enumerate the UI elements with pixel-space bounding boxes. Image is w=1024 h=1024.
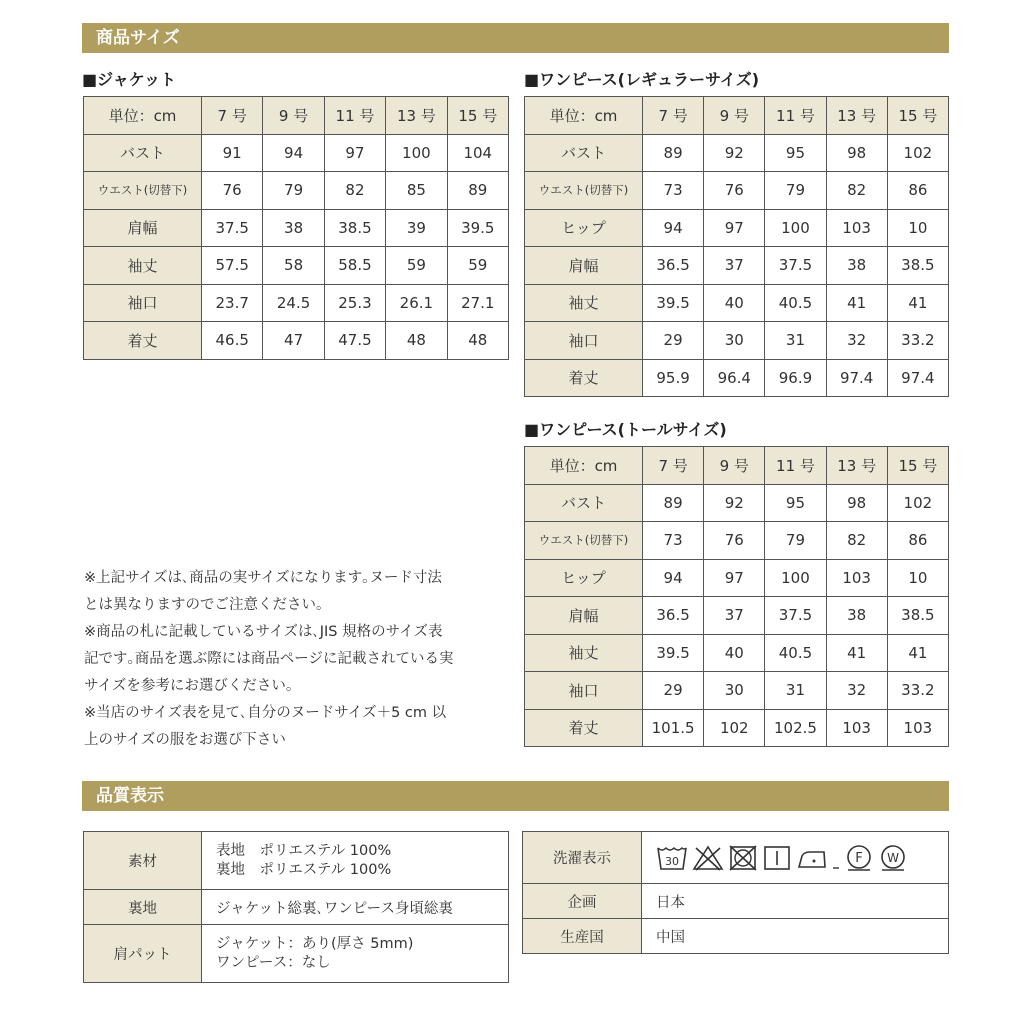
shoulder-pad-value	[202, 925, 509, 983]
table-cell: 73	[643, 172, 704, 210]
table-row	[525, 672, 949, 710]
table-cell: 29	[643, 322, 704, 360]
jacket-size-table	[83, 96, 509, 360]
table-cell: 97.4	[826, 359, 887, 397]
row-label: 袖口	[84, 284, 202, 322]
size-header: 15 号	[447, 97, 508, 135]
size-header: 7 号	[202, 97, 263, 135]
row-label: 肩幅	[525, 247, 643, 285]
table-cell: 26.1	[386, 284, 447, 322]
table-cell: 76	[704, 172, 765, 210]
table-cell: 100	[765, 209, 826, 247]
table-cell: 48	[447, 322, 508, 360]
row-label: バスト	[525, 134, 643, 172]
table-cell: 33.2	[887, 322, 948, 360]
table-row	[525, 634, 949, 672]
table-row	[525, 559, 949, 597]
table-cell: 103	[826, 559, 887, 597]
care-w-label: W	[887, 850, 899, 865]
table-cell: 40.5	[765, 284, 826, 322]
jacket-table-title: ■ジャケット	[82, 70, 176, 89]
table-cell: 39.5	[447, 209, 508, 247]
table-cell: 47	[263, 322, 324, 360]
table-header-row	[84, 97, 509, 135]
row-label: 袖丈	[525, 284, 643, 322]
table-cell: 37	[704, 247, 765, 285]
table-cell: 98	[826, 484, 887, 522]
shoulder-pad-jacket: ジャケット：あり(厚さ 5mm)	[216, 935, 414, 952]
table-cell: 59	[386, 247, 447, 285]
table-cell: 100	[386, 134, 447, 172]
table-cell: 32	[826, 672, 887, 710]
material-label: 素材	[84, 832, 202, 890]
table-cell: 41	[826, 284, 887, 322]
table-row	[525, 247, 949, 285]
iron-low-icon	[796, 844, 828, 872]
size-header: 9 号	[704, 97, 765, 135]
table-cell: 96.9	[765, 359, 826, 397]
table-cell: 31	[765, 322, 826, 360]
table-cell: 38	[826, 247, 887, 285]
table-cell: 10	[887, 209, 948, 247]
table-row	[84, 284, 509, 322]
lining-value: ジャケット総裏､ワンピース身頃総裏	[202, 890, 509, 925]
table-cell: 46.5	[202, 322, 263, 360]
note-line: サイズを参考にお選びください｡	[84, 678, 294, 694]
table-row	[525, 709, 949, 747]
row-label: 着丈	[525, 359, 643, 397]
table-row	[84, 322, 509, 360]
table-cell: 38	[263, 209, 324, 247]
plan-label: 企画	[523, 884, 642, 919]
table-cell: 38.5	[887, 597, 948, 635]
material-outer: 表地 ポリエステル 100%	[216, 842, 392, 859]
table-cell: 59	[447, 247, 508, 285]
size-header: 13 号	[826, 97, 887, 135]
size-header: 7 号	[643, 97, 704, 135]
table-cell: 82	[826, 172, 887, 210]
shoulder-pad-onepiece: ワンピース：なし	[216, 954, 331, 971]
wash-symbols	[642, 832, 949, 884]
table-cell: 30	[704, 322, 765, 360]
table-cell: 37	[704, 597, 765, 635]
material-value	[202, 832, 509, 890]
note-line: ※上記サイズは､商品の実サイズになります｡ヌード寸法	[84, 570, 442, 586]
unit-header: 単位：cm	[525, 447, 643, 485]
origin-value: 中国	[642, 919, 949, 954]
table-cell: 23.7	[202, 284, 263, 322]
table-row	[84, 134, 509, 172]
quality-material-table	[83, 831, 509, 983]
row-label: ウエスト(切替下)	[84, 172, 202, 210]
plan-row	[523, 884, 949, 919]
table-row	[525, 134, 949, 172]
row-label: ウエスト(切替下)	[525, 172, 643, 210]
table-row	[525, 359, 949, 397]
table-cell: 39.5	[643, 634, 704, 672]
table-cell: 37.5	[765, 247, 826, 285]
size-header: 13 号	[386, 97, 447, 135]
table-cell: 102	[704, 709, 765, 747]
table-cell: 97.4	[887, 359, 948, 397]
table-cell: 29	[643, 672, 704, 710]
table-cell: 38.5	[324, 209, 385, 247]
table-cell: 76	[202, 172, 263, 210]
row-label: 肩幅	[525, 597, 643, 635]
shoulder-pad-row	[84, 925, 509, 983]
table-cell: 40	[704, 284, 765, 322]
table-header-row	[525, 97, 949, 135]
unit-header: 単位：cm	[84, 97, 202, 135]
table-cell: 102	[887, 484, 948, 522]
size-header: 15 号	[887, 447, 948, 485]
table-cell: 40	[704, 634, 765, 672]
onepiece-regular-size-table	[524, 96, 949, 397]
table-cell: 79	[765, 172, 826, 210]
wash-30-icon	[656, 844, 688, 872]
table-cell: 94	[643, 559, 704, 597]
table-cell: 92	[704, 484, 765, 522]
table-cell: 82	[324, 172, 385, 210]
table-cell: 32	[826, 322, 887, 360]
table-cell: 89	[643, 134, 704, 172]
table-cell: 103	[826, 709, 887, 747]
dry-clean-f-icon	[844, 844, 874, 872]
table-row	[84, 209, 509, 247]
table-cell: 95	[765, 484, 826, 522]
table-cell: 101.5	[643, 709, 704, 747]
table-cell: 79	[765, 522, 826, 560]
material-lining: 裏地 ポリエステル 100%	[216, 861, 392, 878]
table-cell: 100	[765, 559, 826, 597]
table-cell: 38.5	[887, 247, 948, 285]
table-cell: 47.5	[324, 322, 385, 360]
table-row	[525, 597, 949, 635]
table-row	[525, 172, 949, 210]
table-cell: 57.5	[202, 247, 263, 285]
table-cell: 10	[887, 559, 948, 597]
table-cell: 94	[263, 134, 324, 172]
row-label: バスト	[525, 484, 643, 522]
note-line: ※当店のサイズ表を見て､自分のヌードサイズ＋5 cm 以	[84, 705, 447, 721]
table-cell: 102.5	[765, 709, 826, 747]
table-cell: 103	[887, 709, 948, 747]
table-cell: 89	[447, 172, 508, 210]
table-row	[525, 209, 949, 247]
table-cell: 73	[643, 522, 704, 560]
note-line: 記です｡商品を選ぶ際には商品ページに記載されている実	[84, 651, 454, 667]
table-row	[84, 247, 509, 285]
table-cell: 40.5	[765, 634, 826, 672]
wash-label: 洗濯表示	[523, 832, 642, 884]
row-label: バスト	[84, 134, 202, 172]
table-cell: 98	[826, 134, 887, 172]
row-label: 着丈	[84, 322, 202, 360]
table-cell: 41	[887, 284, 948, 322]
size-header: 11 号	[765, 97, 826, 135]
row-label: 着丈	[525, 709, 643, 747]
size-notes	[84, 565, 514, 754]
shoulder-pad-label: 肩パット	[84, 925, 202, 983]
line-dry-icon	[762, 844, 792, 872]
table-cell: 86	[887, 172, 948, 210]
note-line: 上のサイズの服をお選び下さい	[84, 732, 286, 748]
wet-clean-w-icon	[878, 844, 908, 872]
table-cell: 95	[765, 134, 826, 172]
table-cell: 37.5	[202, 209, 263, 247]
table-cell: 27.1	[447, 284, 508, 322]
size-header: 11 号	[765, 447, 826, 485]
row-label: 袖口	[525, 672, 643, 710]
table-cell: 97	[324, 134, 385, 172]
table-cell: 92	[704, 134, 765, 172]
table-header-row	[525, 447, 949, 485]
table-cell: 38	[826, 597, 887, 635]
quality-section-title: 品質表示	[82, 781, 949, 811]
note-line: ※商品の札に記載しているサイズは､JIS 規格のサイズ表	[84, 624, 443, 640]
onepiece-tall-table-title: ■ワンピース(トールサイズ)	[524, 420, 727, 439]
plan-value: 日本	[642, 884, 949, 919]
table-cell: 41	[826, 634, 887, 672]
row-label: 袖口	[525, 322, 643, 360]
table-cell: 97	[704, 559, 765, 597]
size-header: 11 号	[324, 97, 385, 135]
size-header: 7 号	[643, 447, 704, 485]
table-cell: 94	[643, 209, 704, 247]
size-section-title: 商品サイズ	[82, 23, 949, 53]
table-row	[525, 284, 949, 322]
row-label: ヒップ	[525, 559, 643, 597]
table-cell: 37.5	[765, 597, 826, 635]
note-line: とは異なりますのでご注意ください｡	[84, 597, 324, 613]
table-cell: 76	[704, 522, 765, 560]
lining-row	[84, 890, 509, 925]
table-cell: 79	[263, 172, 324, 210]
table-cell: 25.3	[324, 284, 385, 322]
row-label: ウエスト(切替下)	[525, 522, 643, 560]
no-tumble-dry-icon	[728, 844, 758, 872]
table-cell: 58	[263, 247, 324, 285]
table-cell: 31	[765, 672, 826, 710]
table-cell: 96.4	[704, 359, 765, 397]
material-row	[84, 832, 509, 890]
wash-row	[523, 832, 949, 884]
table-cell: 86	[887, 522, 948, 560]
lining-label: 裏地	[84, 890, 202, 925]
care-f-label: F	[855, 850, 863, 866]
table-cell: 89	[643, 484, 704, 522]
onepiece-regular-table-title: ■ワンピース(レギュラーサイズ)	[524, 70, 760, 89]
table-row	[525, 484, 949, 522]
size-header: 15 号	[887, 97, 948, 135]
row-label: 袖丈	[525, 634, 643, 672]
table-row	[525, 322, 949, 360]
table-cell: 91	[202, 134, 263, 172]
table-cell: 39	[386, 209, 447, 247]
no-bleach-icon	[692, 844, 724, 872]
underline-mark-icon	[832, 844, 840, 872]
table-cell: 30	[704, 672, 765, 710]
table-cell: 33.2	[887, 672, 948, 710]
table-cell: 48	[386, 322, 447, 360]
wash-temp-label: 30	[665, 854, 679, 868]
origin-row	[523, 919, 949, 954]
table-cell: 103	[826, 209, 887, 247]
table-cell: 39.5	[643, 284, 704, 322]
table-cell: 95.9	[643, 359, 704, 397]
table-cell: 104	[447, 134, 508, 172]
onepiece-tall-size-table	[524, 446, 949, 747]
table-cell: 102	[887, 134, 948, 172]
size-header: 9 号	[263, 97, 324, 135]
table-row	[525, 522, 949, 560]
table-cell: 58.5	[324, 247, 385, 285]
table-cell: 82	[826, 522, 887, 560]
row-label: ヒップ	[525, 209, 643, 247]
size-header: 9 号	[704, 447, 765, 485]
table-cell: 24.5	[263, 284, 324, 322]
table-cell: 85	[386, 172, 447, 210]
table-cell: 36.5	[643, 597, 704, 635]
row-label: 袖丈	[84, 247, 202, 285]
size-header: 13 号	[826, 447, 887, 485]
table-cell: 97	[704, 209, 765, 247]
table-row	[84, 172, 509, 210]
origin-label: 生産国	[523, 919, 642, 954]
table-cell: 41	[887, 634, 948, 672]
row-label: 肩幅	[84, 209, 202, 247]
unit-header: 単位：cm	[525, 97, 643, 135]
table-cell: 36.5	[643, 247, 704, 285]
quality-care-table	[522, 831, 949, 954]
